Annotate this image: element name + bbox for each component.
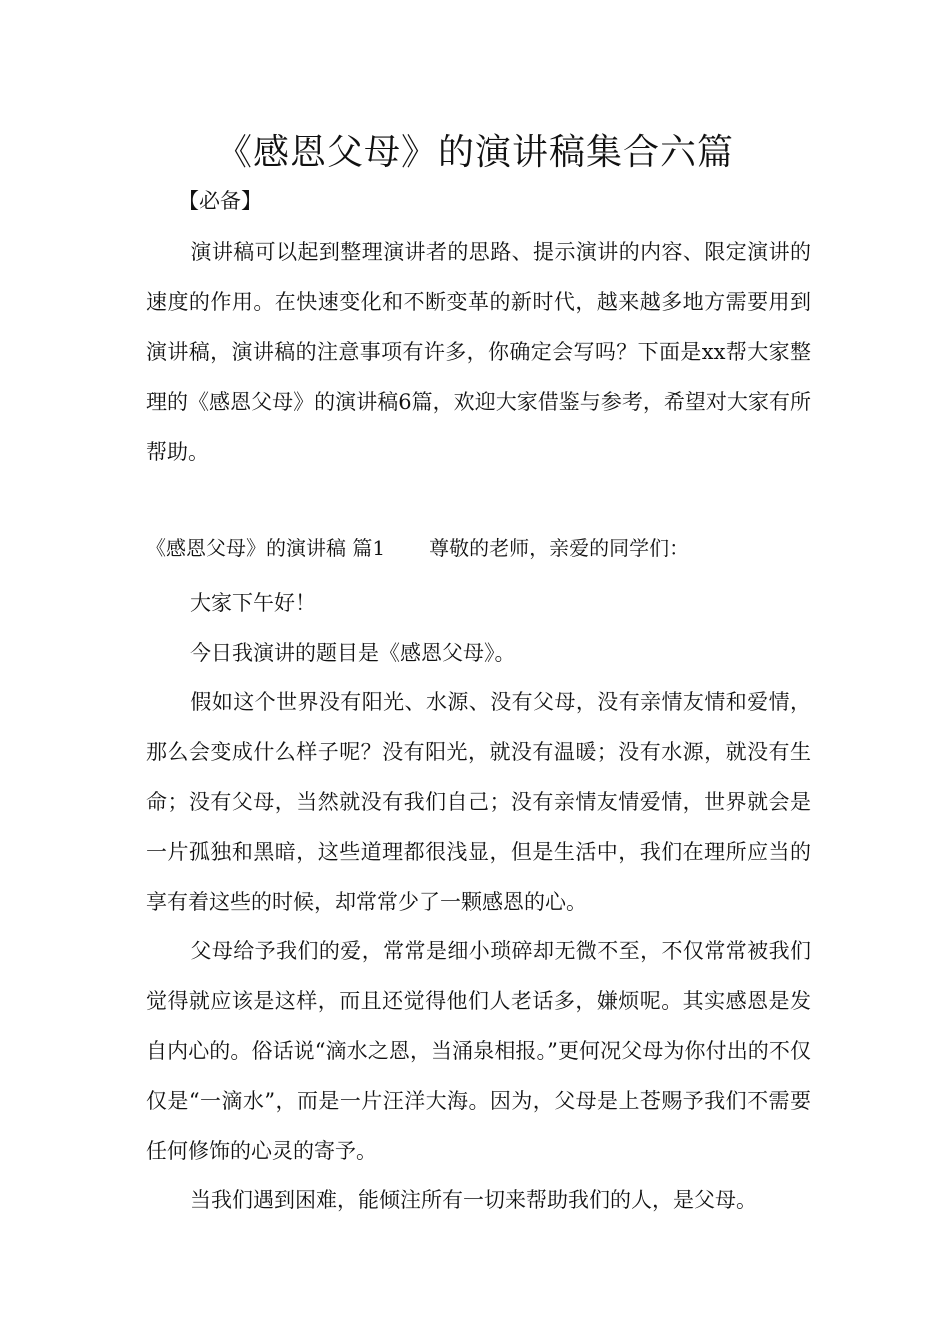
- intro-text: 演讲稿可以起到整理演讲者的思路、提示演讲的内容、限定演讲的速度的作用。在快速变化和不断变革的新时代，越来越多地方需要用到演讲稿，演讲稿的注意事项有许多，你确定会写吗？下面是xx帮大家整理的《感恩父母》的演讲稿6篇，欢迎大家借鉴与参考，希望对大家有所帮助。: [146, 240, 811, 464]
- intro-paragraph: [146, 227, 811, 477]
- paragraph-text: 今日我演讲的题目是《感恩父母》。: [190, 641, 516, 665]
- body-paragraph: [146, 926, 811, 1176]
- paragraph-text: 假如这个世界没有阳光、水源、没有父母，没有亲情友情和爱情，那么会变成什么样子呢？没有阳光，就没有温暖；没有水源，就没有生命；没有父母，当然就没有我们自己；没有亲情友情爱情，世界就会是一片孤独和黑暗，这些道理都很浅显，但是生活中，我们在理所应当的享有着这些的时候，却常常少了一颗感恩的心。: [146, 690, 811, 914]
- body-paragraph: [146, 628, 811, 678]
- paragraph-text: 当我们遇到困难，能倾注所有一切来帮助我们的人，是父母。: [190, 1188, 757, 1212]
- salutation: 尊敬的老师，亲爱的同学们：: [429, 536, 690, 560]
- section-heading-line: [146, 529, 811, 567]
- paragraph-text: 父母给予我们的爱，常常是细小琐碎却无微不至，不仅常常被我们觉得就应该是这样，而且还觉得他们人老话多，嫌烦呢。其实感恩是发自内心的。俗话说“滴水之恩，当涌泉相报。”更何况父母为你付出的不仅仅是“一滴水”，而是一片汪洋大海。因为，父母是上苍赐予我们不需要任何修饰的心灵的寄予。: [146, 939, 811, 1163]
- section-heading: 《感恩父母》的演讲稿 篇1: [146, 536, 386, 560]
- paragraph-text: 大家下午好！: [190, 591, 316, 615]
- body-paragraph: [146, 677, 811, 927]
- body-paragraph: [146, 1175, 811, 1225]
- document-tag: 【必备】: [178, 189, 262, 213]
- document-title: 《感恩父母》的演讲稿集合六篇: [215, 132, 734, 173]
- body-paragraph: [146, 578, 811, 628]
